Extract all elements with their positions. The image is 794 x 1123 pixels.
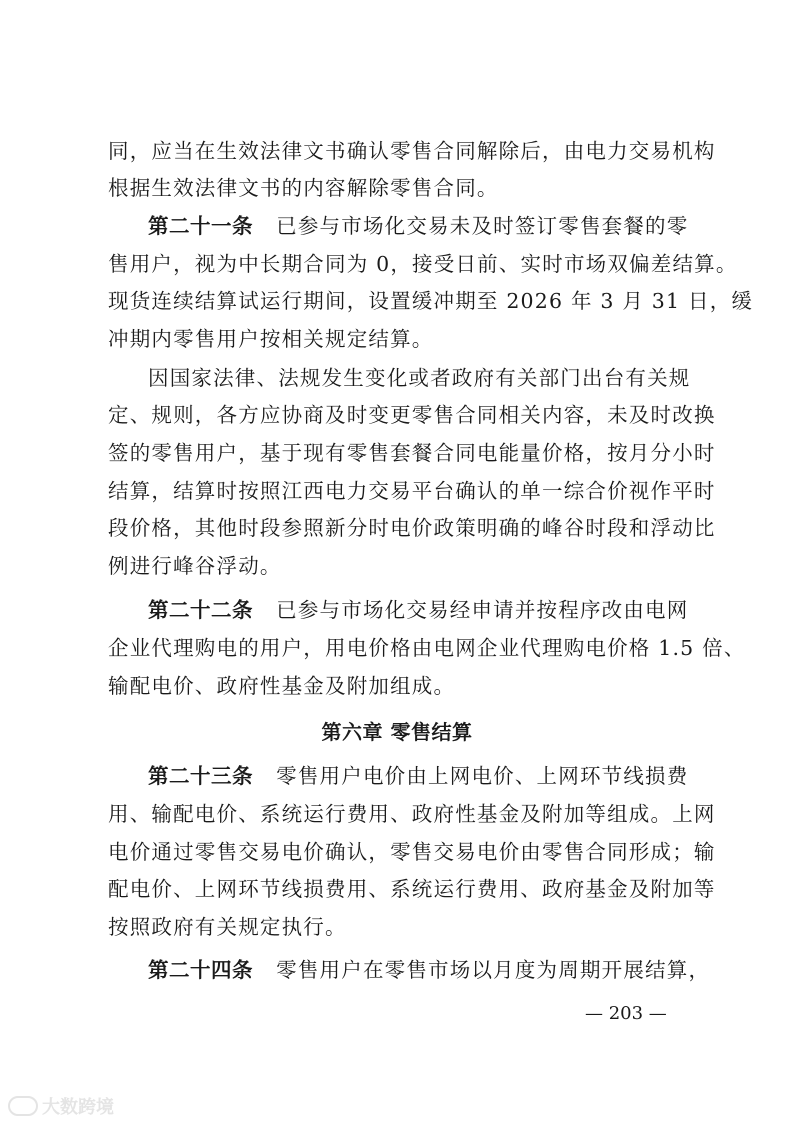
article-21-line <box>148 212 738 240</box>
text-line: 签的零售用户，基于现有零售套餐合同电能量价格，按月分小时 <box>108 441 716 465</box>
article-number: 第二十二条 <box>148 598 253 622</box>
watermark <box>8 1093 114 1119</box>
watermark-logo-icon <box>8 1096 38 1116</box>
article-text: 已参与市场化交易未及时签订零售套餐的零 <box>276 214 689 238</box>
text-line: 企业代理购电的用户，用电价格由电网企业代理购电价格 1.5 倍、 <box>108 636 746 660</box>
text-line: 配电价、上网环节线损费用、系统运行费用、政府基金及附加等 <box>108 877 716 901</box>
text-line: 例进行峰谷浮动。 <box>108 554 282 578</box>
article-text: 零售用户在零售市场以月度为周期开展结算， <box>276 958 711 982</box>
text-line: 因国家法律、法规发生变化或者政府有关部门出台有关规 <box>148 366 691 390</box>
watermark-text: 大数跨境 <box>42 1097 114 1118</box>
article-number: 第二十一条 <box>148 214 253 238</box>
article-text: 已参与市场化交易经申请并按程序改由电网 <box>276 598 689 622</box>
text-line: 冲期内零售用户按相关规定结算。 <box>108 327 434 351</box>
article-number: 第二十四条 <box>148 958 253 982</box>
text-line: 售用户，视为中长期合同为 0，接受日前、实时市场双偏差结算。 <box>108 252 738 276</box>
page-number: — 203 — <box>585 1003 667 1024</box>
text-line: 根据生效法律文书的内容解除零售合同。 <box>108 176 499 200</box>
article-23-line <box>148 762 738 790</box>
text-line: 按照政府有关规定执行。 <box>108 915 347 939</box>
text-line: 结算，结算时按照江西电力交易平台确认的单一综合价视作平时 <box>108 479 716 503</box>
text-line: 同，应当在生效法律文书确认零售合同解除后，由电力交易机构 <box>108 139 716 163</box>
text-line: 段价格，其他时段参照新分时电价政策明确的峰谷时段和浮动比 <box>108 516 716 540</box>
article-number: 第二十三条 <box>148 764 253 788</box>
text-line: 现货连续结算试运行期间，设置缓冲期至 2026 年 3 月 31 日，缓 <box>108 289 754 313</box>
chapter-heading: 第六章 零售结算 <box>321 720 473 744</box>
article-text: 零售用户电价由上网电价、上网环节线损费 <box>276 764 689 788</box>
article-22-line <box>148 596 738 624</box>
text-line: 输配电价、政府性基金及附加组成。 <box>108 674 456 698</box>
text-line: 用、输配电价、系统运行费用、政府性基金及附加等组成。上网 <box>108 802 716 826</box>
text-line: 电价通过零售交易电价确认，零售交易电价由零售合同形成；输 <box>108 840 716 864</box>
article-24-line <box>148 956 738 984</box>
text-line: 定、规则，各方应协商及时变更零售合同相关内容，未及时改换 <box>108 403 716 427</box>
